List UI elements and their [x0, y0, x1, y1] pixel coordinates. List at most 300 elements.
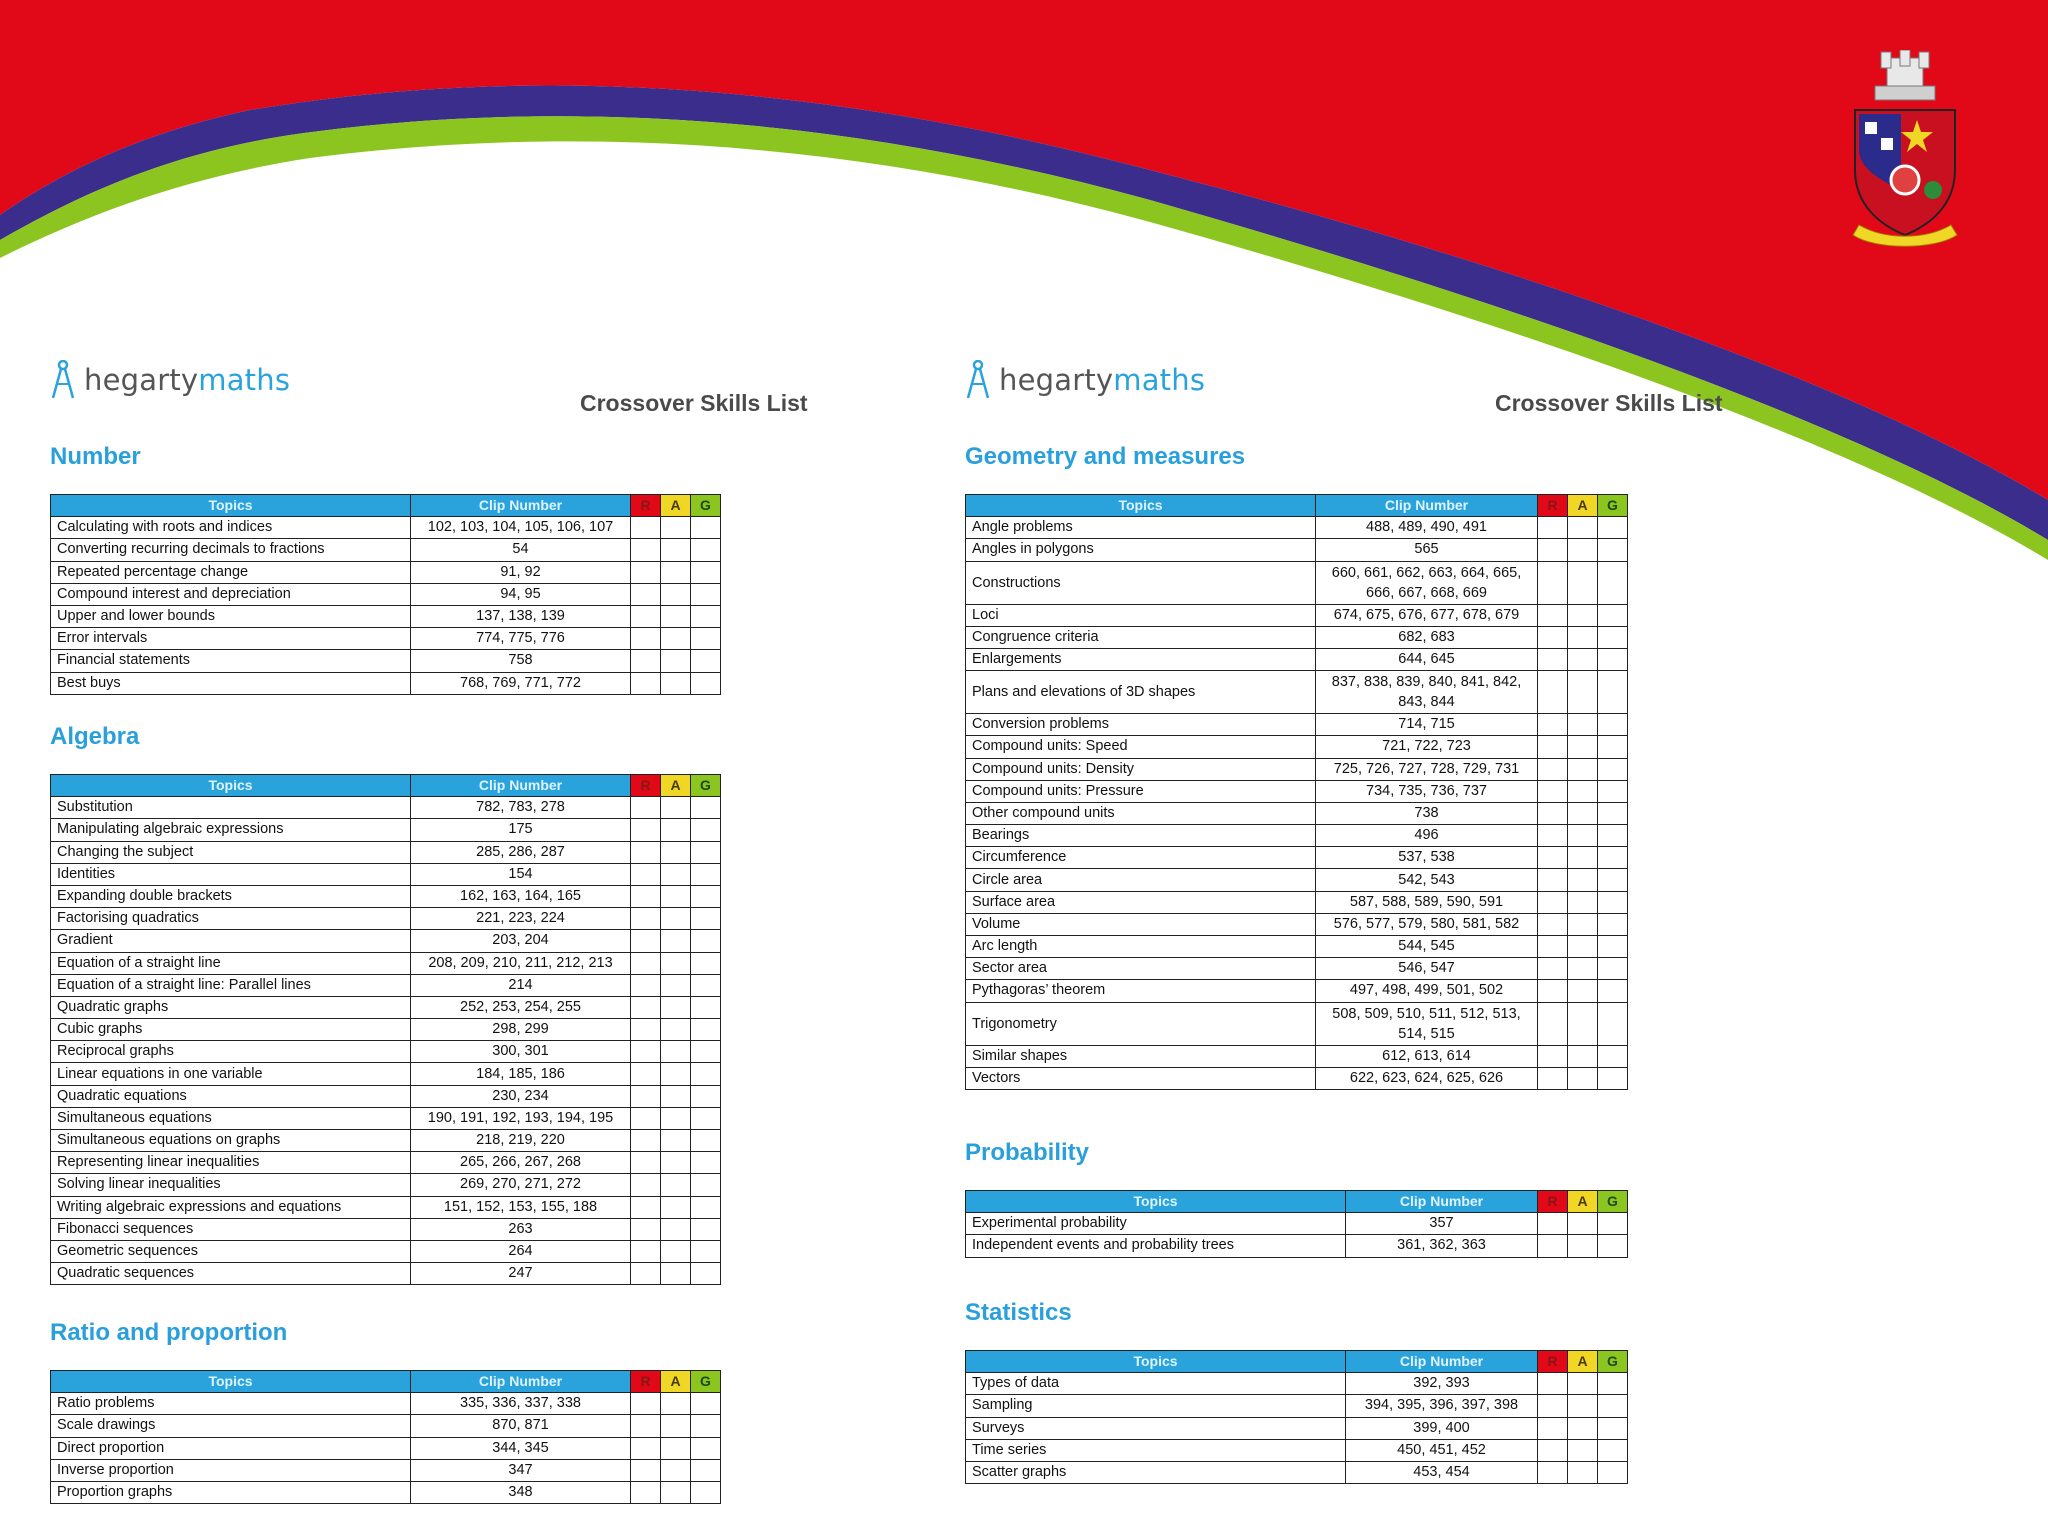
- rag-amber-checkbox[interactable]: [661, 952, 691, 974]
- rag-red-checkbox[interactable]: [1538, 671, 1568, 714]
- rag-amber-checkbox[interactable]: [1568, 980, 1598, 1002]
- topic-cell: Pythagoras’ theorem: [966, 980, 1316, 1002]
- rag-green-checkbox[interactable]: [691, 517, 721, 539]
- clip-number-cell: 782, 783, 278: [411, 797, 631, 819]
- rag-red-checkbox[interactable]: [631, 1437, 661, 1459]
- rag-amber-checkbox[interactable]: [661, 1415, 691, 1437]
- rag-red-checkbox[interactable]: [1538, 847, 1568, 869]
- rag-amber-checkbox[interactable]: [661, 1107, 691, 1129]
- rag-amber-checkbox[interactable]: [1568, 1067, 1598, 1089]
- clip-number-cell: 203, 204: [411, 930, 631, 952]
- clip-number-cell: 335, 336, 337, 338: [411, 1393, 631, 1415]
- rag-amber-checkbox[interactable]: [661, 1393, 691, 1415]
- clip-number-cell: 721, 722, 723: [1316, 736, 1538, 758]
- rag-green-checkbox[interactable]: [691, 1041, 721, 1063]
- rag-green-checkbox[interactable]: [1598, 736, 1628, 758]
- clip-number-cell: 622, 623, 624, 625, 626: [1316, 1067, 1538, 1089]
- rag-red-checkbox[interactable]: [1538, 780, 1568, 802]
- rag-red-checkbox[interactable]: [631, 628, 661, 650]
- rag-green-checkbox[interactable]: [691, 1196, 721, 1218]
- rag-green-checkbox[interactable]: [691, 974, 721, 996]
- rag-green-checkbox[interactable]: [1598, 980, 1628, 1002]
- table-row: [51, 885, 721, 907]
- topic-cell: Equation of a straight line: Parallel lines: [51, 974, 411, 996]
- rag-green-checkbox[interactable]: [691, 1393, 721, 1415]
- rag-green-checkbox[interactable]: [1598, 1439, 1628, 1461]
- rag-red-checkbox[interactable]: [631, 996, 661, 1018]
- rag-amber-checkbox[interactable]: [661, 996, 691, 1018]
- rag-green-checkbox[interactable]: [691, 1130, 721, 1152]
- rag-red-checkbox[interactable]: [1538, 1417, 1568, 1439]
- rag-green-checkbox[interactable]: [691, 1459, 721, 1481]
- rag-red-checkbox[interactable]: [631, 1196, 661, 1218]
- rag-amber-checkbox[interactable]: [1568, 517, 1598, 539]
- topic-cell: Compound units: Density: [966, 758, 1316, 780]
- topic-cell: Equation of a straight line: [51, 952, 411, 974]
- rag-green-checkbox[interactable]: [1598, 847, 1628, 869]
- rag-amber-checkbox[interactable]: [1568, 758, 1598, 780]
- topic-cell: Fibonacci sequences: [51, 1218, 411, 1240]
- rag-red-checkbox[interactable]: [631, 1019, 661, 1041]
- rag-green-checkbox[interactable]: [691, 819, 721, 841]
- rag-green-checkbox[interactable]: [1598, 1235, 1628, 1257]
- rag-red-checkbox[interactable]: [631, 605, 661, 627]
- rag-green-checkbox[interactable]: [1598, 1373, 1628, 1395]
- rag-red-checkbox[interactable]: [631, 583, 661, 605]
- topic-cell: Vectors: [966, 1067, 1316, 1089]
- rag-amber-checkbox[interactable]: [661, 1459, 691, 1481]
- rag-green-checkbox[interactable]: [1598, 517, 1628, 539]
- rag-green-checkbox[interactable]: [691, 1085, 721, 1107]
- logo-text-part2: maths: [198, 363, 291, 397]
- rag-red-checkbox[interactable]: [1538, 626, 1568, 648]
- clip-number-cell: 151, 152, 153, 155, 188: [411, 1196, 631, 1218]
- clip-number-cell: 546, 547: [1316, 958, 1538, 980]
- clip-number-cell: 221, 223, 224: [411, 908, 631, 930]
- table-row: [51, 952, 721, 974]
- clip-number-cell: 774, 775, 776: [411, 628, 631, 650]
- rag-amber-checkbox[interactable]: [1568, 1439, 1598, 1461]
- topic-cell: Scatter graphs: [966, 1461, 1346, 1483]
- rag-amber-checkbox[interactable]: [1568, 825, 1598, 847]
- clip-number-cell: 488, 489, 490, 491: [1316, 517, 1538, 539]
- rag-amber-checkbox[interactable]: [1568, 913, 1598, 935]
- rag-red-checkbox[interactable]: [1538, 517, 1568, 539]
- rag-amber-checkbox[interactable]: [1568, 1213, 1598, 1235]
- table-row: [966, 1067, 1628, 1089]
- rag-amber-checkbox[interactable]: [1568, 1045, 1598, 1067]
- rag-green-checkbox[interactable]: [1598, 869, 1628, 891]
- rag-green-checkbox[interactable]: [691, 1263, 721, 1285]
- topic-cell: Gradient: [51, 930, 411, 952]
- rag-red-checkbox[interactable]: [631, 1393, 661, 1415]
- rag-amber-checkbox[interactable]: [1568, 671, 1598, 714]
- rag-red-checkbox[interactable]: [631, 1459, 661, 1481]
- topic-cell: Types of data: [966, 1373, 1346, 1395]
- table-row: [51, 797, 721, 819]
- algebra-table: [50, 774, 721, 1285]
- rag-red-checkbox[interactable]: [631, 650, 661, 672]
- rag-amber-checkbox[interactable]: [661, 672, 691, 694]
- header-amber: A: [1568, 1191, 1598, 1213]
- rag-green-checkbox[interactable]: [1598, 604, 1628, 626]
- rag-amber-checkbox[interactable]: [1568, 1002, 1598, 1045]
- rag-green-checkbox[interactable]: [1598, 1417, 1628, 1439]
- rag-amber-checkbox[interactable]: [661, 1130, 691, 1152]
- rag-green-checkbox[interactable]: [691, 1063, 721, 1085]
- rag-red-checkbox[interactable]: [631, 1130, 661, 1152]
- table-row: [966, 1461, 1628, 1483]
- rag-green-checkbox[interactable]: [691, 539, 721, 561]
- rag-amber-checkbox[interactable]: [661, 1019, 691, 1041]
- rag-amber-checkbox[interactable]: [661, 819, 691, 841]
- rag-red-checkbox[interactable]: [631, 1415, 661, 1437]
- table-row: [966, 802, 1628, 824]
- rag-amber-checkbox[interactable]: [661, 539, 691, 561]
- rag-red-checkbox[interactable]: [631, 974, 661, 996]
- topic-cell: Scale drawings: [51, 1415, 411, 1437]
- rag-red-checkbox[interactable]: [631, 863, 661, 885]
- clip-number-cell: 496: [1316, 825, 1538, 847]
- rag-green-checkbox[interactable]: [1598, 1045, 1628, 1067]
- rag-red-checkbox[interactable]: [631, 841, 661, 863]
- rag-amber-checkbox[interactable]: [661, 863, 691, 885]
- rag-red-checkbox[interactable]: [1538, 736, 1568, 758]
- rag-amber-checkbox[interactable]: [1568, 1373, 1598, 1395]
- clip-number-cell: 348: [411, 1481, 631, 1503]
- rag-red-checkbox[interactable]: [631, 885, 661, 907]
- rag-red-checkbox[interactable]: [1538, 825, 1568, 847]
- rag-amber-checkbox[interactable]: [661, 908, 691, 930]
- topic-cell: Repeated percentage change: [51, 561, 411, 583]
- clip-number-cell: 344, 345: [411, 1437, 631, 1459]
- rag-amber-checkbox[interactable]: [1568, 1417, 1598, 1439]
- topic-cell: Converting recurring decimals to fractions: [51, 539, 411, 561]
- logo-text: [84, 363, 290, 397]
- rag-red-checkbox[interactable]: [631, 908, 661, 930]
- rag-amber-checkbox[interactable]: [1568, 604, 1598, 626]
- table-row: [51, 1063, 721, 1085]
- rag-amber-checkbox[interactable]: [1568, 561, 1598, 604]
- rag-amber-checkbox[interactable]: [661, 1174, 691, 1196]
- table-row: [51, 1459, 721, 1481]
- rag-green-checkbox[interactable]: [691, 1415, 721, 1437]
- rag-red-checkbox[interactable]: [1538, 1461, 1568, 1483]
- section-title: Statistics: [965, 1299, 1072, 1326]
- clip-number-cell: 758: [411, 650, 631, 672]
- rag-amber-checkbox[interactable]: [661, 1240, 691, 1262]
- rag-amber-checkbox[interactable]: [661, 1152, 691, 1174]
- rag-green-checkbox[interactable]: [691, 1218, 721, 1240]
- rag-green-checkbox[interactable]: [691, 1019, 721, 1041]
- topic-cell: Geometric sequences: [51, 1240, 411, 1262]
- rag-red-checkbox[interactable]: [1538, 714, 1568, 736]
- rag-red-checkbox[interactable]: [1538, 980, 1568, 1002]
- rag-red-checkbox[interactable]: [631, 1240, 661, 1262]
- rag-amber-checkbox[interactable]: [661, 841, 691, 863]
- clip-number-cell: 361, 362, 363: [1346, 1235, 1538, 1257]
- rag-green-checkbox[interactable]: [691, 952, 721, 974]
- table-row: [966, 561, 1628, 604]
- rag-amber-checkbox[interactable]: [1568, 802, 1598, 824]
- rag-green-checkbox[interactable]: [1598, 891, 1628, 913]
- rag-red-checkbox[interactable]: [631, 539, 661, 561]
- rag-green-checkbox[interactable]: [691, 863, 721, 885]
- clip-number-cell: 162, 163, 164, 165: [411, 885, 631, 907]
- rag-green-checkbox[interactable]: [691, 1240, 721, 1262]
- clip-number-cell: 184, 185, 186: [411, 1063, 631, 1085]
- clip-number-cell: 497, 498, 499, 501, 502: [1316, 980, 1538, 1002]
- rag-red-checkbox[interactable]: [1538, 1002, 1568, 1045]
- table-row: [51, 863, 721, 885]
- section-title: Ratio and proportion: [50, 1319, 288, 1346]
- rag-amber-checkbox[interactable]: [1568, 648, 1598, 670]
- table-row: [51, 1019, 721, 1041]
- rag-green-checkbox[interactable]: [1598, 1213, 1628, 1235]
- rag-amber-checkbox[interactable]: [661, 605, 691, 627]
- rag-amber-checkbox[interactable]: [661, 1041, 691, 1063]
- rag-green-checkbox[interactable]: [1598, 958, 1628, 980]
- rag-red-checkbox[interactable]: [1538, 958, 1568, 980]
- header-amber: A: [661, 775, 691, 797]
- topic-cell: Circle area: [966, 869, 1316, 891]
- rag-red-checkbox[interactable]: [1538, 1235, 1568, 1257]
- rag-green-checkbox[interactable]: [1598, 626, 1628, 648]
- rag-red-checkbox[interactable]: [631, 1152, 661, 1174]
- hegartymaths-logo: [50, 360, 290, 400]
- clip-number-cell: 300, 301: [411, 1041, 631, 1063]
- logo-text-part1: hegarty: [999, 363, 1114, 397]
- ratio-table: [50, 1370, 721, 1504]
- table-row: [51, 930, 721, 952]
- clip-number-cell: 450, 451, 452: [1346, 1439, 1538, 1461]
- rag-green-checkbox[interactable]: [691, 561, 721, 583]
- rag-green-checkbox[interactable]: [691, 1152, 721, 1174]
- rag-green-checkbox[interactable]: [1598, 1461, 1628, 1483]
- header-topics: Topics: [966, 1191, 1346, 1213]
- topic-cell: Calculating with roots and indices: [51, 517, 411, 539]
- rag-amber-checkbox[interactable]: [661, 930, 691, 952]
- rag-red-checkbox[interactable]: [631, 1481, 661, 1503]
- rag-red-checkbox[interactable]: [1538, 539, 1568, 561]
- topic-cell: Angle problems: [966, 517, 1316, 539]
- table-header-row: [51, 495, 721, 517]
- rag-amber-checkbox[interactable]: [661, 885, 691, 907]
- clip-number-cell: 537, 538: [1316, 847, 1538, 869]
- topic-cell: Best buys: [51, 672, 411, 694]
- rag-green-checkbox[interactable]: [1598, 913, 1628, 935]
- rag-green-checkbox[interactable]: [1598, 648, 1628, 670]
- table-row: [966, 1373, 1628, 1395]
- rag-red-checkbox[interactable]: [1538, 1439, 1568, 1461]
- clip-number-cell: 94, 95: [411, 583, 631, 605]
- rag-amber-checkbox[interactable]: [1568, 1395, 1598, 1417]
- rag-amber-checkbox[interactable]: [661, 561, 691, 583]
- rag-green-checkbox[interactable]: [691, 885, 721, 907]
- header-green: G: [1598, 1191, 1628, 1213]
- rag-green-checkbox[interactable]: [691, 1174, 721, 1196]
- rag-green-checkbox[interactable]: [1598, 1002, 1628, 1045]
- rag-amber-checkbox[interactable]: [661, 1437, 691, 1459]
- rag-green-checkbox[interactable]: [1598, 671, 1628, 714]
- rag-red-checkbox[interactable]: [631, 561, 661, 583]
- rag-amber-checkbox[interactable]: [1568, 936, 1598, 958]
- table-header-row: [51, 1371, 721, 1393]
- rag-amber-checkbox[interactable]: [661, 1085, 691, 1107]
- topic-cell: Similar shapes: [966, 1045, 1316, 1067]
- table-row: [51, 841, 721, 863]
- rag-green-checkbox[interactable]: [691, 605, 721, 627]
- rag-amber-checkbox[interactable]: [661, 1481, 691, 1503]
- clip-number-cell: 674, 675, 676, 677, 678, 679: [1316, 604, 1538, 626]
- rag-red-checkbox[interactable]: [631, 672, 661, 694]
- rag-amber-checkbox[interactable]: [661, 1196, 691, 1218]
- table-row: [966, 539, 1628, 561]
- topic-cell: Plans and elevations of 3D shapes: [966, 671, 1316, 714]
- rag-amber-checkbox[interactable]: [661, 974, 691, 996]
- table-header-row: [966, 1191, 1628, 1213]
- header-green: G: [691, 775, 721, 797]
- table-row: [51, 1218, 721, 1240]
- topic-cell: Ratio problems: [51, 1393, 411, 1415]
- topic-cell: Direct proportion: [51, 1437, 411, 1459]
- rag-green-checkbox[interactable]: [1598, 825, 1628, 847]
- rag-amber-checkbox[interactable]: [661, 650, 691, 672]
- rag-amber-checkbox[interactable]: [1568, 1461, 1598, 1483]
- rag-green-checkbox[interactable]: [1598, 802, 1628, 824]
- rag-green-checkbox[interactable]: [691, 672, 721, 694]
- rag-red-checkbox[interactable]: [631, 797, 661, 819]
- rag-green-checkbox[interactable]: [1598, 1395, 1628, 1417]
- rag-amber-checkbox[interactable]: [661, 1218, 691, 1240]
- topic-cell: Upper and lower bounds: [51, 605, 411, 627]
- clip-number-cell: 247: [411, 1263, 631, 1285]
- rag-amber-checkbox[interactable]: [661, 1063, 691, 1085]
- topic-cell: Financial statements: [51, 650, 411, 672]
- rag-red-checkbox[interactable]: [631, 1263, 661, 1285]
- rag-red-checkbox[interactable]: [631, 1174, 661, 1196]
- rag-green-checkbox[interactable]: [691, 650, 721, 672]
- rag-green-checkbox[interactable]: [691, 1437, 721, 1459]
- rag-red-checkbox[interactable]: [1538, 1067, 1568, 1089]
- rag-green-checkbox[interactable]: [691, 841, 721, 863]
- rag-red-checkbox[interactable]: [1538, 604, 1568, 626]
- table-row: [51, 628, 721, 650]
- rag-green-checkbox[interactable]: [1598, 780, 1628, 802]
- rag-red-checkbox[interactable]: [1538, 1045, 1568, 1067]
- header-topics: Topics: [51, 775, 411, 797]
- rag-red-checkbox[interactable]: [631, 1085, 661, 1107]
- rag-green-checkbox[interactable]: [691, 1481, 721, 1503]
- clip-number-cell: 102, 103, 104, 105, 106, 107: [411, 517, 631, 539]
- rag-green-checkbox[interactable]: [1598, 714, 1628, 736]
- clip-number-cell: 265, 266, 267, 268: [411, 1152, 631, 1174]
- rag-red-checkbox[interactable]: [1538, 1373, 1568, 1395]
- rag-green-checkbox[interactable]: [691, 797, 721, 819]
- header-red: R: [1538, 1351, 1568, 1373]
- topic-cell: Expanding double brackets: [51, 885, 411, 907]
- rag-red-checkbox[interactable]: [631, 1063, 661, 1085]
- rag-green-checkbox[interactable]: [1598, 561, 1628, 604]
- rag-red-checkbox[interactable]: [631, 952, 661, 974]
- rag-amber-checkbox[interactable]: [1568, 714, 1598, 736]
- rag-amber-checkbox[interactable]: [1568, 539, 1598, 561]
- topic-cell: Reciprocal graphs: [51, 1041, 411, 1063]
- rag-green-checkbox[interactable]: [1598, 936, 1628, 958]
- topic-cell: Trigonometry: [966, 1002, 1316, 1045]
- rag-red-checkbox[interactable]: [1538, 561, 1568, 604]
- clip-number-cell: 269, 270, 271, 272: [411, 1174, 631, 1196]
- rag-red-checkbox[interactable]: [631, 1107, 661, 1129]
- table-row: [51, 996, 721, 1018]
- topic-cell: Quadratic equations: [51, 1085, 411, 1107]
- rag-amber-checkbox[interactable]: [1568, 1235, 1598, 1257]
- rag-red-checkbox[interactable]: [631, 1041, 661, 1063]
- rag-amber-checkbox[interactable]: [1568, 736, 1598, 758]
- rag-red-checkbox[interactable]: [1538, 802, 1568, 824]
- rag-amber-checkbox[interactable]: [661, 1263, 691, 1285]
- clip-number-cell: 738: [1316, 802, 1538, 824]
- rag-green-checkbox[interactable]: [1598, 1067, 1628, 1089]
- rag-red-checkbox[interactable]: [1538, 869, 1568, 891]
- topic-cell: Compound units: Speed: [966, 736, 1316, 758]
- topic-cell: Simultaneous equations on graphs: [51, 1130, 411, 1152]
- rag-amber-checkbox[interactable]: [1568, 847, 1598, 869]
- logo-text: [999, 363, 1205, 397]
- rag-amber-checkbox[interactable]: [661, 797, 691, 819]
- rag-red-checkbox[interactable]: [631, 1218, 661, 1240]
- clip-number-cell: 175: [411, 819, 631, 841]
- topic-cell: Manipulating algebraic expressions: [51, 819, 411, 841]
- rag-amber-checkbox[interactable]: [661, 628, 691, 650]
- topic-cell: Surveys: [966, 1417, 1346, 1439]
- rag-amber-checkbox[interactable]: [1568, 626, 1598, 648]
- table-row: [51, 819, 721, 841]
- rag-red-checkbox[interactable]: [631, 517, 661, 539]
- rag-red-checkbox[interactable]: [631, 819, 661, 841]
- rag-green-checkbox[interactable]: [691, 628, 721, 650]
- table-row: [51, 1393, 721, 1415]
- table-row: [966, 891, 1628, 913]
- rag-amber-checkbox[interactable]: [1568, 869, 1598, 891]
- rag-red-checkbox[interactable]: [1538, 891, 1568, 913]
- rag-green-checkbox[interactable]: [691, 583, 721, 605]
- rag-red-checkbox[interactable]: [1538, 1213, 1568, 1235]
- rag-green-checkbox[interactable]: [691, 908, 721, 930]
- rag-red-checkbox[interactable]: [1538, 758, 1568, 780]
- table-row: [51, 650, 721, 672]
- rag-red-checkbox[interactable]: [631, 930, 661, 952]
- rag-red-checkbox[interactable]: [1538, 913, 1568, 935]
- rag-green-checkbox[interactable]: [1598, 758, 1628, 780]
- rag-green-checkbox[interactable]: [691, 930, 721, 952]
- rag-green-checkbox[interactable]: [691, 1107, 721, 1129]
- rag-amber-checkbox[interactable]: [661, 517, 691, 539]
- rag-amber-checkbox[interactable]: [1568, 780, 1598, 802]
- rag-amber-checkbox[interactable]: [1568, 891, 1598, 913]
- rag-red-checkbox[interactable]: [1538, 936, 1568, 958]
- rag-green-checkbox[interactable]: [691, 996, 721, 1018]
- table-row: [966, 604, 1628, 626]
- table-row: [966, 1439, 1628, 1461]
- rag-amber-checkbox[interactable]: [1568, 958, 1598, 980]
- table-row: [51, 561, 721, 583]
- rag-green-checkbox[interactable]: [1598, 539, 1628, 561]
- rag-amber-checkbox[interactable]: [661, 583, 691, 605]
- rag-red-checkbox[interactable]: [1538, 648, 1568, 670]
- table-row: [51, 1415, 721, 1437]
- rag-red-checkbox[interactable]: [1538, 1395, 1568, 1417]
